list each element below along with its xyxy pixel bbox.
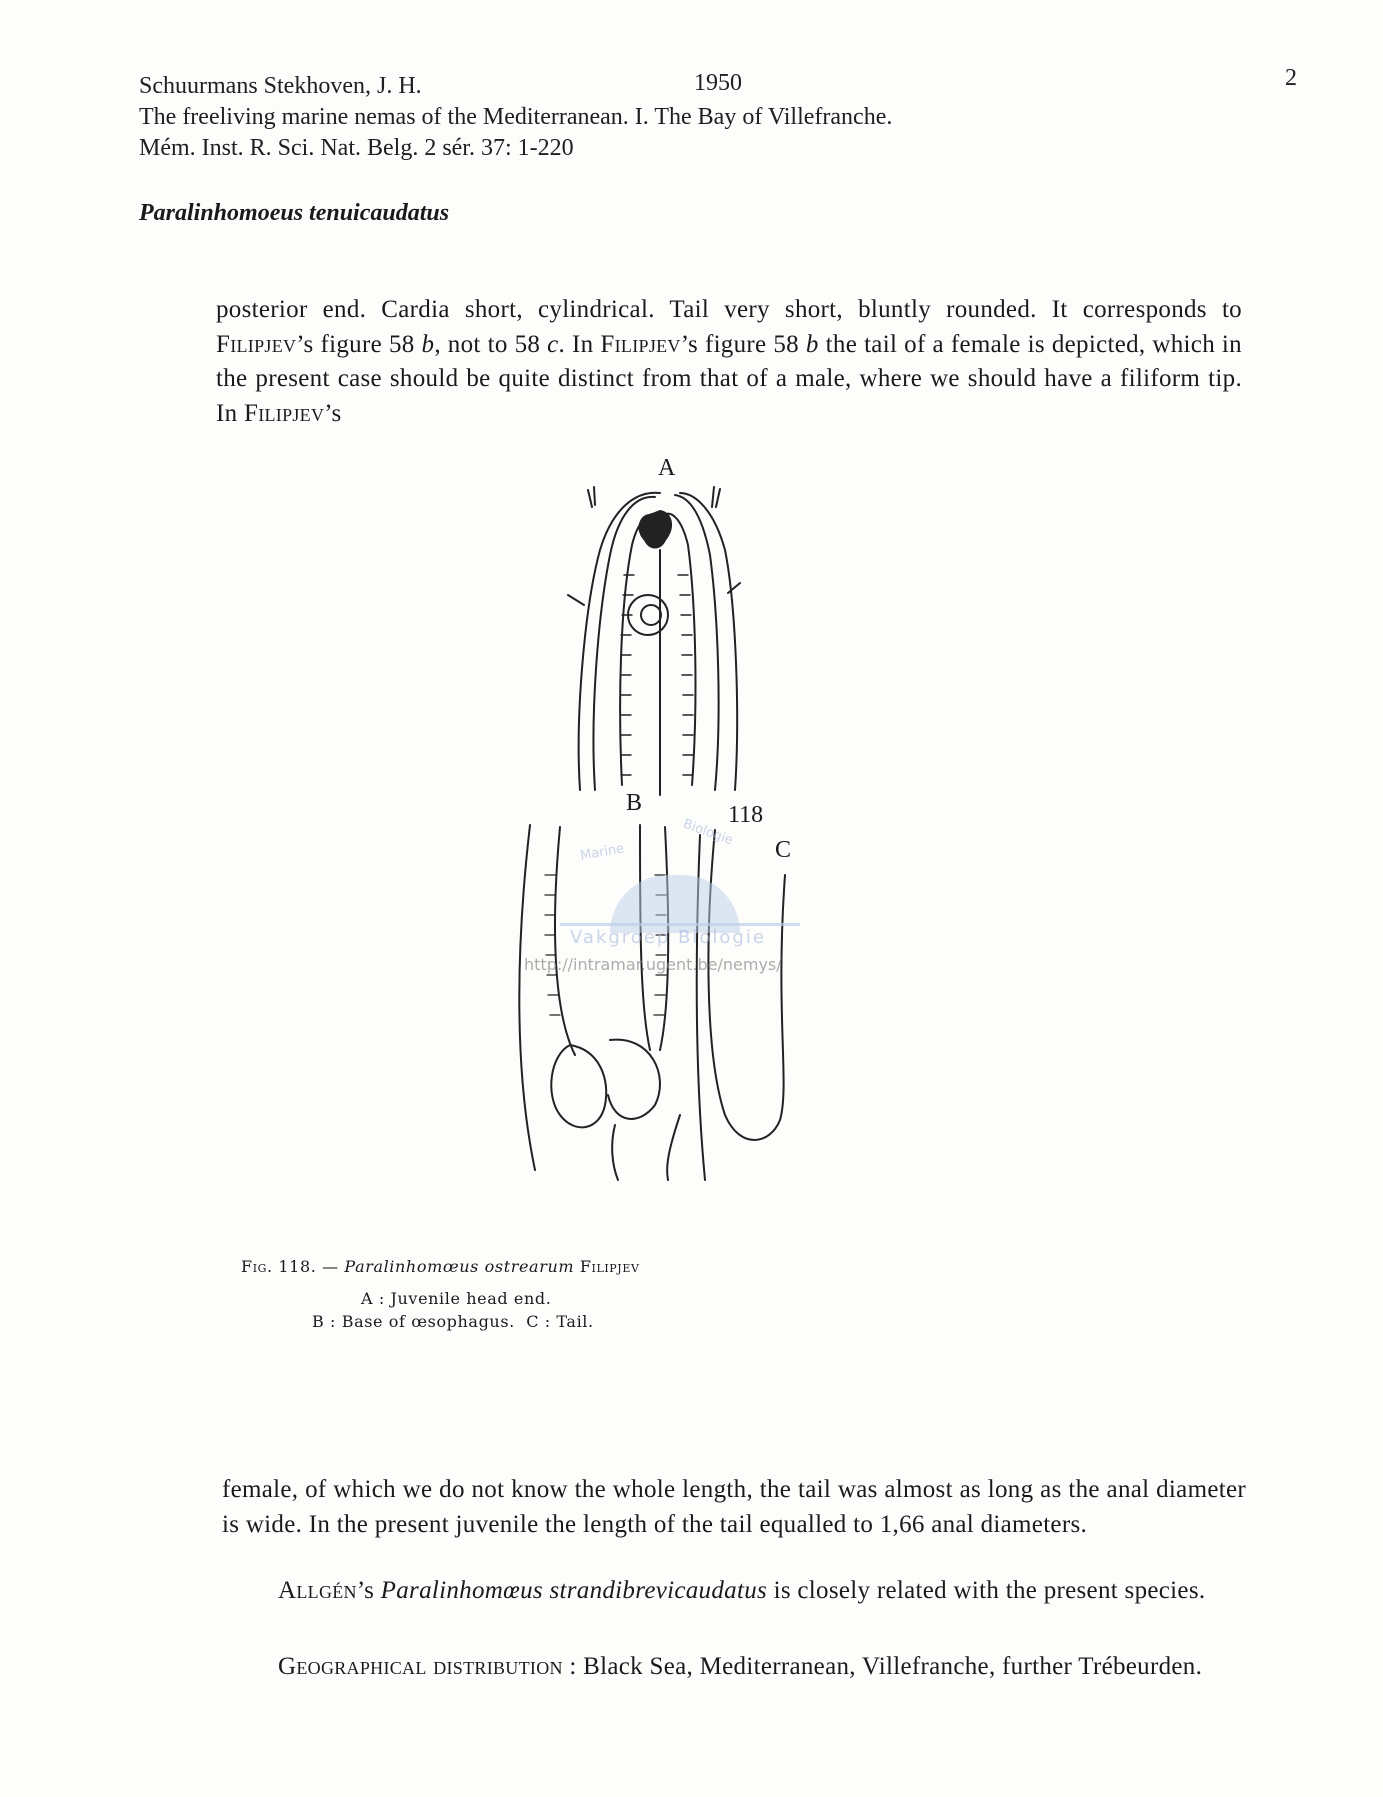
citation-source: Mém. Inst. R. Sci. Nat. Belg. 2 sér. 37: 1-220	[139, 135, 574, 161]
figure-part-a-head	[568, 487, 740, 795]
figure-label-c: C	[775, 837, 792, 863]
paragraph-3: Allgén’s Paralinhomœus strandibrevicaudatus is closely related with the present species.	[278, 1577, 1206, 1604]
paragraph-1: posterior end. Cardia short, cylindrical. Tail very short, bluntly rounded. It corresponds to Filipjev’s figure 58 b, not to 58 c. In Filipjev’s figure 58 b the tail of a female is depicted, which in the present case should be quite distinct from that of a male, where we should have a filiform tip. In Filipjev’s	[216, 296, 1242, 427]
paragraph-4: Geographical distribution : Black Sea, Mediterranean, Villefranche, further Trébeurden.	[278, 1653, 1203, 1680]
section-label: Geographical distribution	[278, 1653, 563, 1680]
species-heading: Paralinhomoeus tenuicaudatus	[139, 200, 450, 226]
figure-label-b: B	[626, 790, 643, 816]
paragraph-2: female, of which we do not know the whole length, the tail was almost as long as the anal diameter is wide. In the present juvenile the length of the tail equalled to 1,66 anal diameters.	[222, 1476, 1246, 1538]
citation-year: 1950	[694, 70, 742, 96]
figure-caption-line-2: A : Juvenile head end.	[361, 1289, 552, 1308]
watermark-text: Vakgroep Biologie	[570, 927, 766, 948]
watermark-arc-right: Biologie	[681, 816, 735, 849]
figure-number-label: 118	[728, 802, 764, 828]
citation-title: The freeliving marine nemas of the Mediterranean. I. The Bay of Villefranche.	[139, 104, 893, 130]
author-name: Filipjev	[243, 399, 325, 427]
page-number: 2	[1285, 65, 1297, 91]
author-name: Allgén	[278, 1577, 357, 1604]
figure-caption-line-3: B : Base of œsophagus. C : Tail.	[312, 1312, 594, 1331]
author-name: Filipjev	[600, 330, 681, 358]
figure-label-a: A	[658, 455, 676, 481]
watermark-url: http://intramar.ugent.be/nemys/	[524, 955, 782, 974]
watermark-divider	[560, 923, 800, 926]
citation-author: Schuurmans Stekhoven, J. H.	[139, 73, 422, 99]
figure-caption-line-1: Fig. 118. — Paralinhomœus ostrearum Filipjev	[241, 1257, 640, 1276]
figure-118	[500, 455, 880, 1185]
watermark-arc-left: Marine	[579, 841, 626, 864]
author-name: Filipjev	[216, 330, 297, 358]
